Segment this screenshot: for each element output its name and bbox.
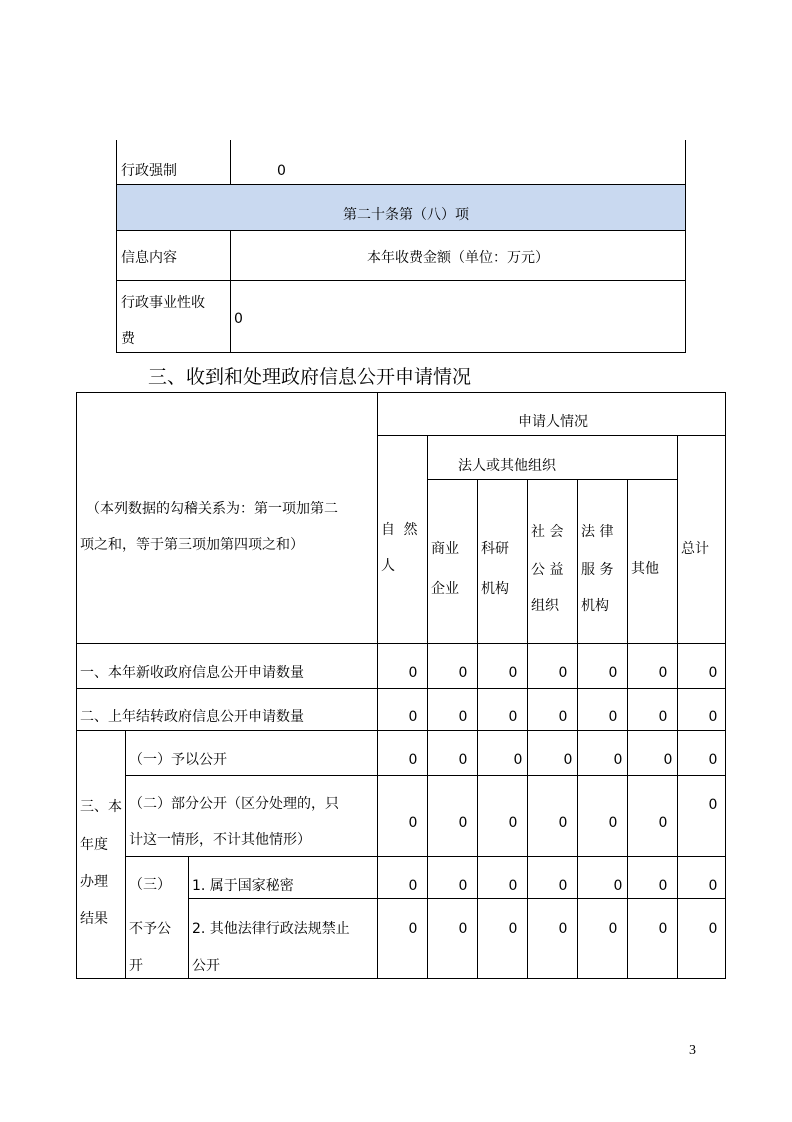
group3-label-1: 三、本 bbox=[80, 799, 122, 815]
col-legal-2: 服 务 bbox=[581, 562, 614, 578]
group33-label-1: （三） bbox=[129, 877, 171, 893]
col-natural-2: 人 bbox=[381, 558, 395, 574]
row-label-prohibited-1: 2. 其他法律行政法规禁止 bbox=[192, 921, 350, 937]
col-total: 总计 bbox=[681, 541, 709, 557]
section-title: 第二十条第（八）项 bbox=[343, 207, 469, 223]
row-label-admin-fee-1: 行政事业性收 bbox=[121, 295, 205, 311]
table-note-line1: （本列数据的勾稽关系为：第一项加第二 bbox=[86, 501, 338, 517]
group33-label-3: 开 bbox=[129, 958, 143, 974]
col-other: 其他 bbox=[631, 561, 659, 577]
row-value-admin-fee: 0 bbox=[234, 311, 243, 327]
page-number: 3 bbox=[689, 1043, 696, 1058]
col-natural-1: 自 然 bbox=[381, 522, 420, 538]
col-legal-3: 机构 bbox=[581, 598, 609, 614]
group33-label-2: 不予公 bbox=[129, 921, 171, 937]
col-social-3: 组织 bbox=[531, 598, 559, 614]
row-label-enforcement: 行政强制 bbox=[121, 163, 177, 179]
col-business-2: 企业 bbox=[431, 581, 459, 597]
row-label-prohibited-2: 公开 bbox=[192, 958, 220, 974]
group3-label-4: 结果 bbox=[80, 911, 108, 927]
table-note-line2: 项之和，等于第三项加第四项之和） bbox=[80, 537, 304, 553]
header-applicant: 申请人情况 bbox=[518, 414, 588, 430]
row-label-new: 一、本年新收政府信息公开申请数量 bbox=[80, 665, 304, 681]
row-label-carryover: 二、上年结转政府信息公开申请数量 bbox=[80, 709, 304, 725]
col-legal-1: 法 律 bbox=[581, 524, 614, 540]
col-social-2: 公 益 bbox=[531, 562, 564, 578]
section-heading: 三、收到和处理政府信息公开申请情况 bbox=[148, 366, 472, 388]
col-research-1: 科研 bbox=[481, 541, 509, 557]
row-label-partial-2: 计这一情形，不计其他情形） bbox=[129, 832, 311, 848]
row-value-fee-amount: 本年收费金额（单位：万元） bbox=[367, 250, 549, 266]
group3-label-3: 办理 bbox=[80, 874, 108, 890]
row-label-partial-1: （二）部分公开（区分处理的，只 bbox=[129, 796, 339, 812]
row-value-enforcement: 0 bbox=[277, 163, 286, 179]
row-label-disclosed: （一）予以公开 bbox=[129, 752, 227, 768]
col-social-1: 社 会 bbox=[531, 524, 564, 540]
row-label-info-content: 信息内容 bbox=[121, 250, 177, 266]
col-research-2: 机构 bbox=[481, 581, 509, 597]
group3-label-2: 年度 bbox=[80, 837, 108, 853]
row-label-state-secret: 1. 属于国家秘密 bbox=[192, 878, 294, 894]
col-business-1: 商业 bbox=[431, 541, 459, 557]
row-label-admin-fee-2: 费 bbox=[121, 331, 135, 347]
header-legal-entity: 法人或其他组织 bbox=[458, 458, 556, 474]
